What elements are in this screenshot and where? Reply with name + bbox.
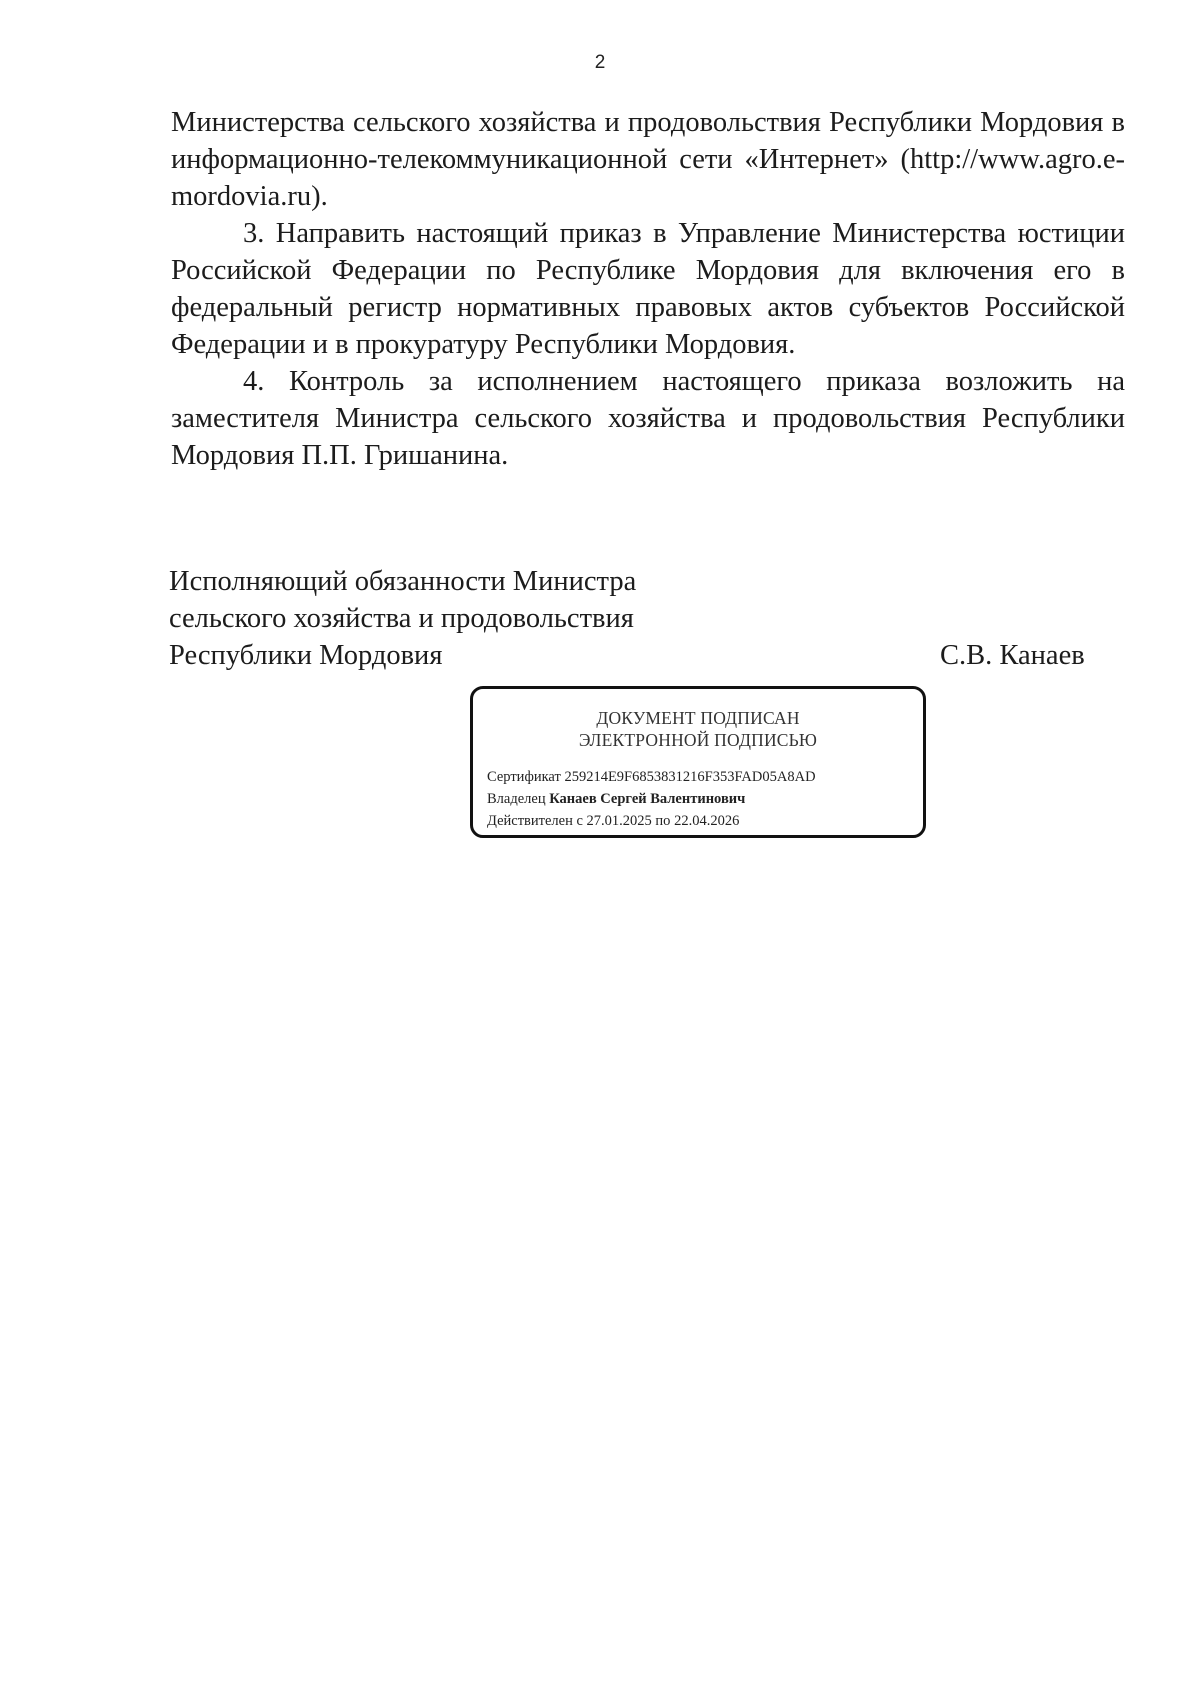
signatory-title-line: сельского хозяйства и продовольствия bbox=[169, 603, 634, 634]
stamp-heading-line: ЭЛЕКТРОННОЙ ПОДПИСЬЮ bbox=[578, 730, 818, 750]
document-body bbox=[171, 104, 1125, 474]
signatory-title bbox=[169, 563, 729, 674]
stamp-heading bbox=[473, 707, 923, 751]
owner-value: Канаев Сергей Валентинович bbox=[549, 791, 746, 807]
owner-label: Владелец bbox=[487, 791, 546, 807]
page-number: 2 bbox=[594, 52, 606, 73]
signatory-title-line: Исполняющий обязанности Министра bbox=[169, 566, 637, 597]
signatory-title-line: Республики Мордовия bbox=[169, 640, 443, 671]
valid-to: 22.04.2026 bbox=[674, 813, 740, 829]
valid-from: 27.01.2025 bbox=[586, 813, 652, 829]
valid-label: Действителен с bbox=[487, 813, 583, 829]
certificate-line bbox=[487, 766, 816, 788]
owner-line bbox=[487, 788, 816, 810]
certificate-value: 259214E9F6853831216F353FAD05A8AD bbox=[564, 769, 816, 785]
signatory-name: С.В. Канаев bbox=[940, 640, 1085, 671]
stamp-details bbox=[487, 766, 816, 832]
valid-to-label: по bbox=[655, 813, 671, 829]
certificate-label: Сертификат bbox=[487, 769, 561, 785]
validity-line bbox=[487, 810, 816, 832]
paragraph-3: 3. Направить настоящий приказ в Управление Министерства юстиции Российской Федерации по Республике Мордовия для включения его в федеральный регистр нормативных правовых актов субъектов Российской Федерации и в прокуратуру Республики Мордовия. bbox=[171, 218, 1125, 360]
paragraph-continuation: Министерства сельского хозяйства и продовольствия Республики Мордовия в информационно-телекоммуникационной сети «Интернет» (http://www.agro.e-mordovia.ru). bbox=[171, 107, 1125, 212]
paragraph-4: 4. Контроль за исполнением настоящего приказа возложить на заместителя Министра сельского хозяйства и продовольствия Республики Мордовия П.П. Гришанина. bbox=[171, 366, 1125, 471]
electronic-signature-stamp bbox=[470, 686, 926, 838]
stamp-heading-line: ДОКУМЕНТ ПОДПИСАН bbox=[596, 708, 800, 728]
